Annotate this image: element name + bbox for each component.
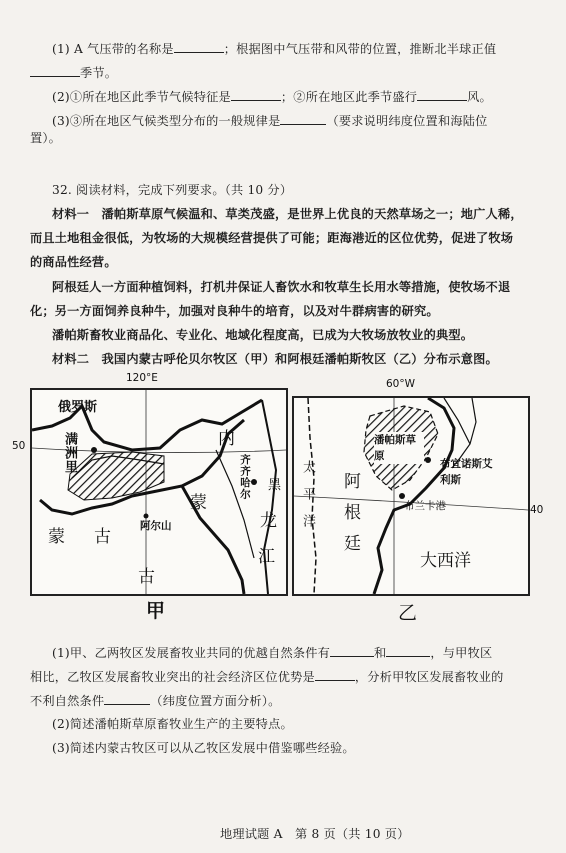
label-bahia-blanca: 布兰卡港	[404, 500, 446, 512]
q32-sub1-line3: 不利自然条件 （纬度位置方面分析）。	[30, 694, 281, 708]
q31-line5: 置）。	[30, 131, 62, 145]
answer-blank[interactable]	[231, 88, 281, 101]
q32-sub2: (2)简述潘帕斯草原畜牧业生产的主要特点。	[52, 717, 293, 731]
q31-line1: (1) A 气压带的名称是 ；根据图中气压带和风带的位置，推断北半球正值	[52, 42, 497, 56]
label-russia: 俄罗斯	[58, 400, 98, 415]
label-gu: 古	[138, 567, 155, 587]
answer-blank[interactable]	[417, 88, 467, 101]
q32-title: 32. 阅读材料，完成下列要求。（共 10 分）	[52, 183, 293, 197]
material2-line: 材料二 我国内蒙古呼伦贝尔牧区（甲）和阿根廷潘帕斯牧区（乙）分布示意图。	[52, 352, 498, 366]
map-yi-drawing	[294, 398, 528, 594]
map-jia-latitude: 50	[12, 440, 26, 452]
answer-blank[interactable]	[104, 692, 150, 705]
map-jia-caption: 甲	[146, 600, 166, 622]
map-yi	[292, 396, 530, 596]
label-nei: 内	[218, 429, 235, 449]
label-jiang: 江	[258, 547, 275, 567]
material1-line6: 潘帕斯畜牧业商品化、专业化、地域化程度高，已成为大牧场放牧业的典型。	[52, 328, 474, 342]
q32-sub1-line1: (1)甲、乙两牧区发展畜牧业共同的优越自然条件有 和 ，与甲牧区	[52, 646, 493, 660]
q32-sub1-line2: 相比，乙牧区发展畜牧业突出的社会经济区位优势是 ，分析甲牧区发展畜牧业的	[30, 670, 504, 684]
label-mongolia-meng: 蒙	[48, 527, 65, 547]
answer-blank[interactable]	[280, 112, 326, 125]
answer-blank[interactable]	[330, 644, 374, 657]
label-manzhouli: 满洲里	[62, 432, 77, 474]
page-footer: 地理试题 A 第 8 页（共 10 页）	[220, 827, 410, 841]
label-qiqihaer: 齐齐哈尔	[239, 454, 251, 500]
label-meng: 蒙	[190, 493, 207, 513]
label-pacific: 太平洋	[300, 460, 315, 541]
material1-line4: 阿根廷人一方面种植饲料，打机井保证人畜饮水和牧草生长用水等措施，使牧场不退	[52, 280, 511, 294]
material1-line1: 材料一 潘帕斯草原气候温和、草类茂盛，是世界上优良的天然草场之一；地广人稀，	[52, 207, 523, 221]
map-jia	[30, 388, 288, 596]
q32-sub3: (3)简述内蒙古牧区可以从乙牧区发展中借鉴哪些经验。	[52, 741, 355, 755]
q31-line3: (2)①所在地区此季节气候特征是 ；②所在地区此季节盛行 风。	[52, 90, 492, 104]
label-argentina: 阿根廷	[340, 472, 360, 565]
q31-line2: 季节。	[30, 64, 117, 81]
answer-blank[interactable]	[30, 64, 80, 77]
map-yi-longitude: 60°W	[386, 378, 415, 390]
material1-line5: 化；另一方面饲养良种牛，加强对良种牛的培育，以及对牛群病害的研究。	[30, 304, 439, 318]
map-yi-latitude: 40	[530, 504, 544, 516]
label-long: 龙	[260, 511, 277, 531]
label-aershan: 阿尔山	[140, 520, 172, 532]
answer-blank[interactable]	[174, 40, 224, 53]
label-hei: 黑	[268, 478, 282, 493]
label-pampas: 潘帕斯草原	[374, 432, 424, 464]
label-atlantic: 大西洋	[420, 551, 471, 571]
answer-blank[interactable]	[386, 644, 430, 657]
answer-blank[interactable]	[315, 668, 355, 681]
label-mongolia-gu: 古	[94, 527, 111, 547]
label-buenos-aires: 布宜诺斯艾利斯	[440, 458, 493, 486]
map-yi-caption: 乙	[398, 602, 418, 624]
material1-line3: 的商品性经营。	[30, 255, 117, 269]
q31-line4: (3)③所在地区气候类型分布的一般规律是 （要求说明纬度位置和海陆位	[52, 114, 488, 128]
map-jia-longitude: 120°E	[126, 372, 158, 384]
material1-line2: 而且土地租金很低，为牧场的大规模经营提供了可能；距海港近的区位优势，促进了牧场	[30, 231, 514, 245]
